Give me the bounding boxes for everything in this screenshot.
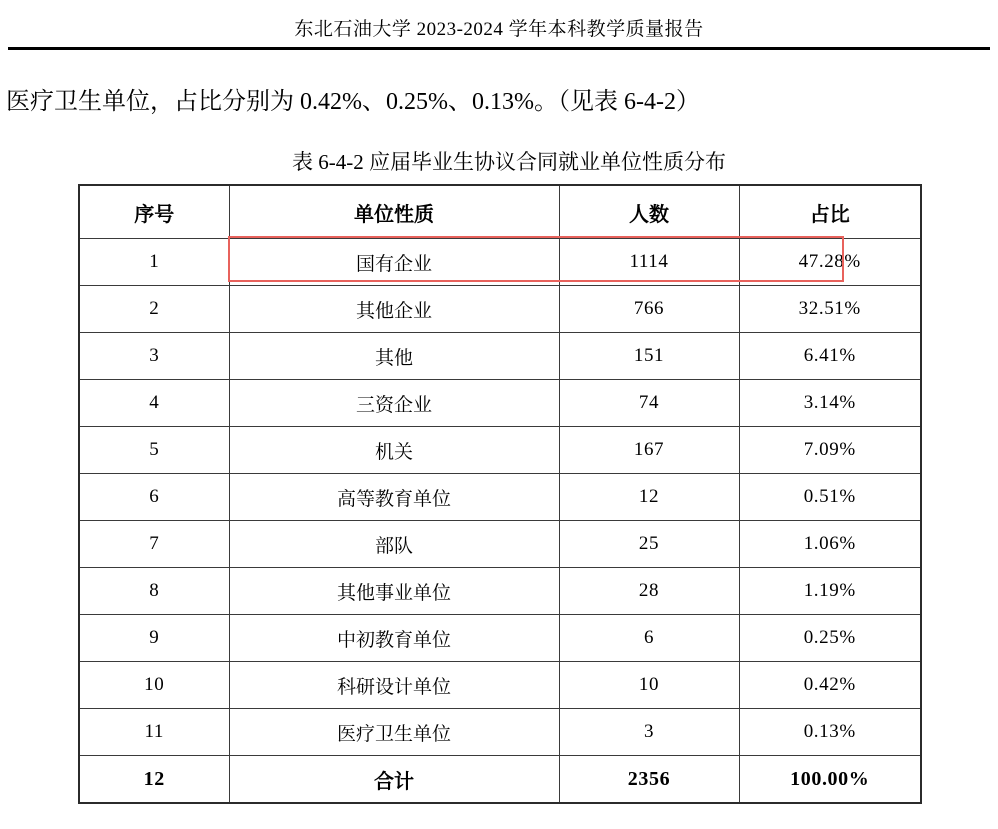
cell-count: 167	[559, 427, 739, 474]
cell-unit-type: 机关	[229, 427, 559, 474]
cell-percent: 100.00%	[739, 756, 921, 804]
cell-percent: 32.51%	[739, 286, 921, 333]
cell-unit-type: 其他	[229, 333, 559, 380]
cell-percent: 1.06%	[739, 521, 921, 568]
cell-count: 25	[559, 521, 739, 568]
table-row	[79, 568, 921, 615]
table-row	[79, 521, 921, 568]
cell-unit-type: 部队	[229, 521, 559, 568]
table-row	[79, 286, 921, 333]
cell-index: 11	[79, 709, 229, 756]
table-header-row	[79, 185, 921, 239]
table-row	[79, 662, 921, 709]
cell-index: 4	[79, 380, 229, 427]
cell-percent: 0.51%	[739, 474, 921, 521]
cell-percent: 1.19%	[739, 568, 921, 615]
cell-unit-type: 国有企业	[229, 239, 559, 286]
column-header-percent: 占比	[739, 185, 921, 239]
cell-unit-type: 其他企业	[229, 286, 559, 333]
cell-count: 28	[559, 568, 739, 615]
employment-unit-type-table	[78, 184, 922, 804]
cell-index: 5	[79, 427, 229, 474]
cell-index: 9	[79, 615, 229, 662]
cell-index: 10	[79, 662, 229, 709]
table-row	[79, 427, 921, 474]
cell-index: 8	[79, 568, 229, 615]
cell-unit-type: 三资企业	[229, 380, 559, 427]
cell-percent: 7.09%	[739, 427, 921, 474]
cell-percent: 0.25%	[739, 615, 921, 662]
table-caption: 表 6-4-2 应届毕业生协议合同就业单位性质分布	[292, 150, 726, 174]
cell-percent: 3.14%	[739, 380, 921, 427]
cell-index: 12	[79, 756, 229, 804]
cell-count: 2356	[559, 756, 739, 804]
cell-percent: 6.41%	[739, 333, 921, 380]
cell-index: 7	[79, 521, 229, 568]
table-row	[79, 709, 921, 756]
running-header-text: 东北石油大学 2023-2024 学年本科教学质量报告	[294, 19, 704, 40]
table-row	[79, 239, 921, 286]
table-row	[79, 474, 921, 521]
column-header-index: 序号	[79, 185, 229, 239]
column-header-unit-type: 单位性质	[229, 185, 559, 239]
cell-count: 3	[559, 709, 739, 756]
cell-percent: 0.42%	[739, 662, 921, 709]
table-row-total	[79, 756, 921, 804]
cell-count: 74	[559, 380, 739, 427]
cell-index: 2	[79, 286, 229, 333]
cell-index: 1	[79, 239, 229, 286]
cell-count: 10	[559, 662, 739, 709]
table-container	[0, 184, 998, 804]
cell-count: 6	[559, 615, 739, 662]
cell-unit-type: 医疗卫生单位	[229, 709, 559, 756]
column-header-count: 人数	[559, 185, 739, 239]
cell-unit-type: 高等教育单位	[229, 474, 559, 521]
cell-count: 766	[559, 286, 739, 333]
cell-count: 151	[559, 333, 739, 380]
running-header	[0, 0, 998, 47]
cell-index: 6	[79, 474, 229, 521]
cell-unit-type: 中初教育单位	[229, 615, 559, 662]
table-row	[79, 615, 921, 662]
cell-unit-type: 其他事业单位	[229, 568, 559, 615]
cell-percent: 0.13%	[739, 709, 921, 756]
table-row	[79, 333, 921, 380]
cell-percent: 47.28%	[739, 239, 921, 286]
cell-count: 1114	[559, 239, 739, 286]
cell-unit-type: 科研设计单位	[229, 662, 559, 709]
cell-index: 3	[79, 333, 229, 380]
cell-count: 12	[559, 474, 739, 521]
table-row	[79, 380, 921, 427]
body-paragraph: 医疗卫生单位，占比分别为 0.42%、0.25%、0.13%。（见表 6-4-2）	[6, 89, 700, 115]
header-divider	[8, 47, 990, 50]
cell-unit-type: 合计	[229, 756, 559, 804]
